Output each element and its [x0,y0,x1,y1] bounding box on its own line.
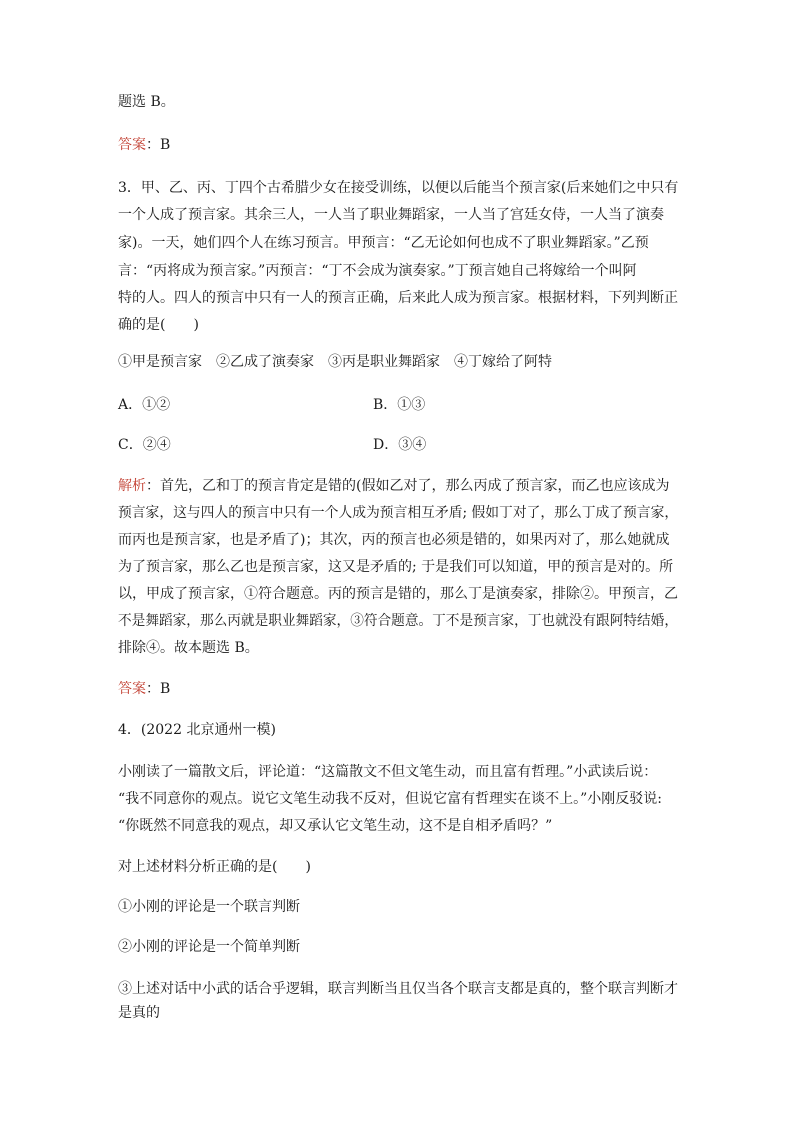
option-a: A．①② [118,397,171,413]
analysis-text: ：首先，乙和丁的预言肯定是错的(假如乙对了，那么丙成了预言家，而乙也应该成为 [146,478,670,494]
analysis-line: 为了预言家，那么乙也是预言家，这又是矛盾的; 于是我们可以知道，甲的预言是对的。所 [118,559,674,575]
analysis-line: 排除④。故本题选 B。 [118,640,259,656]
q3-stem-line: 确的是( ) [118,317,199,333]
q4-material-line: “我不同意你的观点。说它文笔生动我不反对，但说它富有哲理实在谈不上。”小刚反驳说: [118,791,663,807]
analysis-line: 而丙也是预言家，也是矛盾了)；其次，丙的预言也必须是错的，如果丙对了，那么她就成 [118,532,670,548]
answer-label: 答案 [118,137,146,153]
q4-choice-continuation: 是真的 [118,1005,160,1021]
q4-question: 对上述材料分析正确的是( ) [118,859,311,875]
q4-material-line: 小刚读了一篇散文后，评论道：“这篇散文不但文笔生动，而且富有哲理。”小武读后说： [118,764,658,780]
analysis-label: 解析 [118,478,146,494]
continuation-text: 题选 B。 [118,94,175,110]
analysis-line: 以，甲成了预言家，①符合题意。丙的预言是错的，那么丁是演奏家，排除②。甲预言，乙 [118,586,678,602]
q4-choice: ②小刚的评论是一个简单判断 [118,939,300,955]
q3-statements: ①甲是预言家 ②乙成了演奏家 ③丙是职业舞蹈家 ④丁嫁给了阿特 [118,354,552,370]
q4-material-line: “你既然不同意我的观点，却又承认它文笔生动，这不是自相矛盾吗？” [118,818,553,834]
option-b: B．①③ [373,397,426,413]
analysis-first-line [118,476,669,496]
q4-choice: ①小刚的评论是一个联言判断 [118,899,300,915]
q3-stem-line: 3．甲、乙、丙、丁四个古希腊少女在接受训练，以便以后能当个预言家(后来她们之中只有 [118,180,679,196]
q3-stem-line: 特的人。四人的预言中只有一人的预言正确，后来此人成为预言家。根据材料，下列判断正 [118,290,678,306]
analysis-line: 不是舞蹈家，那么丙就是职业舞蹈家，③符合题意。丁不是预言家，丁也就没有跟阿特结婚， [118,613,678,629]
q4-heading: 4．(2022 北京通州一模) [118,722,276,738]
q3-stem-line: 言：“丙将成为预言家。”丙预言：“丁不会成为演奏家。”丁预言她自己将嫁给一个叫阿 [118,263,637,279]
option-c: C．②④ [118,437,171,453]
answer-line-q2 [118,135,170,155]
answer-value: ：B [146,137,171,153]
option-d: D．③④ [373,437,427,453]
answer-value: ：B [146,681,171,697]
q3-stem-line: 一个人成了预言家。其余三人，一人当了职业舞蹈家，一人当了宫廷女侍，一人当了演奏 [118,207,664,223]
q3-stem-line: 家)。一天，她们四个人在练习预言。甲预言：“乙无论如何也成不了职业舞蹈家。”乙预 [118,235,649,251]
analysis-line: 预言家，这与四人的预言中只有一个人成为预言相互矛盾; 假如丁对了，那么丁成了预言家， [118,505,679,521]
answer-label: 答案 [118,681,146,697]
answer-line-q3 [118,679,170,699]
q4-choice: ③上述对话中小武的话合乎逻辑，联言判断当且仅当各个联言支都是真的，整个联言判断才 [118,981,678,997]
